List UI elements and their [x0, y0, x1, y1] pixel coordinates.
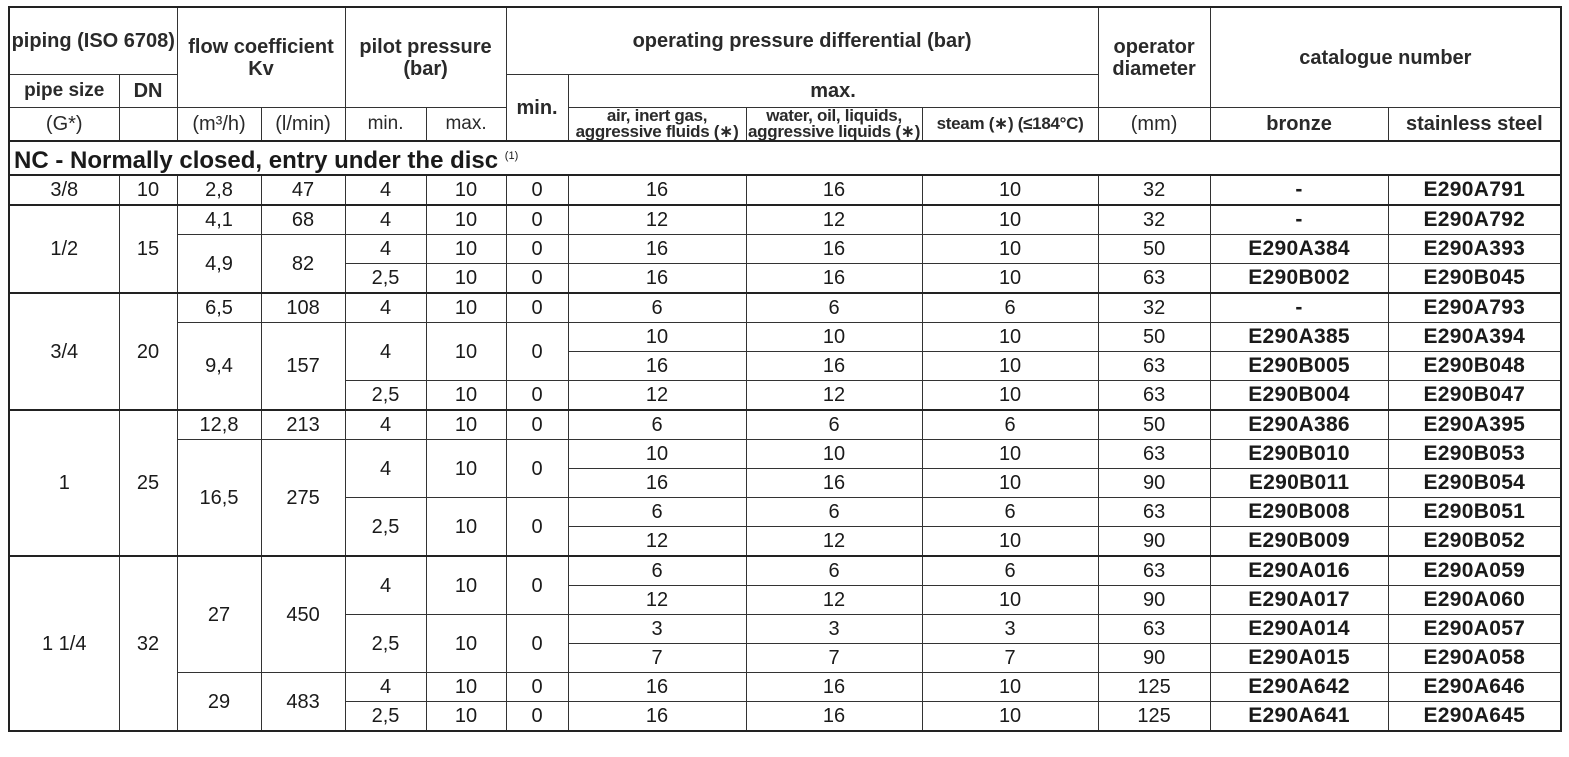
valve-specification-table	[8, 6, 1562, 732]
bronze-cell: E290A384	[1210, 235, 1388, 264]
opd-water-cell: 16	[746, 264, 922, 294]
header-piping: piping (ISO 6708)	[9, 7, 177, 75]
opd-water-cell: 12	[746, 586, 922, 615]
operator-cell: 90	[1098, 527, 1210, 557]
opd-steam-cell: 10	[922, 469, 1098, 498]
header-opd-max: max.	[568, 75, 1098, 108]
bronze-cell: -	[1210, 175, 1388, 205]
opd-water-cell: 16	[746, 469, 922, 498]
bronze-cell: -	[1210, 205, 1388, 235]
opd-min-cell: 0	[506, 323, 568, 381]
opd-min-cell: 0	[506, 235, 568, 264]
operator-cell: 50	[1098, 410, 1210, 440]
table-row	[9, 175, 1561, 205]
operator-cell: 90	[1098, 644, 1210, 673]
operator-cell: 63	[1098, 615, 1210, 644]
opd-air-cell: 6	[568, 498, 746, 527]
kv-cell: 16,5	[177, 440, 261, 557]
kv-cell: 2,8	[177, 175, 261, 205]
opd-water-cell: 12	[746, 381, 922, 411]
opd-air-cell: 7	[568, 644, 746, 673]
pilot-min-cell: 4	[345, 673, 426, 702]
operator-cell: 63	[1098, 381, 1210, 411]
dn-cell: 20	[119, 293, 177, 410]
pilot-min-cell: 4	[345, 293, 426, 323]
section-row	[9, 141, 1561, 175]
pipe-size-cell: 1/2	[9, 205, 119, 293]
dn-cell: 15	[119, 205, 177, 293]
header-bronze: bronze	[1210, 108, 1388, 142]
opd-steam-cell: 10	[922, 235, 1098, 264]
opd-air-cell: 16	[568, 352, 746, 381]
pilot-min-cell: 2,5	[345, 702, 426, 732]
opd-min-cell: 0	[506, 556, 568, 615]
opd-min-cell: 0	[506, 264, 568, 294]
bronze-cell: E290A016	[1210, 556, 1388, 586]
opd-min-cell: 0	[506, 498, 568, 557]
opd-air-cell: 12	[568, 205, 746, 235]
operator-cell: 32	[1098, 175, 1210, 205]
section-label: NC - Normally closed, entry under the disc	[14, 146, 499, 174]
bronze-cell: E290A642	[1210, 673, 1388, 702]
table-row	[9, 205, 1561, 235]
lmin-cell: 68	[261, 205, 345, 235]
opd-min-cell: 0	[506, 673, 568, 702]
unit-pipe-size: (G*)	[9, 108, 119, 142]
pilot-min-cell: 4	[345, 175, 426, 205]
pilot-max-cell: 10	[426, 498, 506, 557]
operator-cell: 125	[1098, 673, 1210, 702]
opd-water-cell: 16	[746, 235, 922, 264]
kv-cell: 6,5	[177, 293, 261, 323]
bronze-cell: E290A386	[1210, 410, 1388, 440]
opd-min-cell: 0	[506, 205, 568, 235]
pipe-size-cell: 1 1/4	[9, 556, 119, 731]
table-row	[9, 293, 1561, 323]
opd-water-cell: 6	[746, 293, 922, 323]
operator-cell: 90	[1098, 586, 1210, 615]
stainless-cell: E290A791	[1388, 175, 1561, 205]
stainless-cell: E290A393	[1388, 235, 1561, 264]
operator-cell: 50	[1098, 323, 1210, 352]
opd-min-cell: 0	[506, 615, 568, 673]
pipe-size-cell: 3/4	[9, 293, 119, 410]
bronze-cell: E290B011	[1210, 469, 1388, 498]
opd-steam-cell: 10	[922, 586, 1098, 615]
pilot-max-cell: 10	[426, 702, 506, 732]
table-row	[9, 673, 1561, 702]
header-air-inert-gas: air, inert gas, aggressive fluids (∗)	[568, 108, 746, 142]
pilot-max-cell: 10	[426, 175, 506, 205]
unit-operator-mm: (mm)	[1098, 108, 1210, 142]
bronze-cell: E290B008	[1210, 498, 1388, 527]
operator-cell: 50	[1098, 235, 1210, 264]
opd-air-cell: 16	[568, 264, 746, 294]
opd-min-cell: 0	[506, 381, 568, 411]
opd-air-cell: 16	[568, 235, 746, 264]
header-pipe-size: pipe size	[9, 75, 119, 108]
opd-steam-cell: 3	[922, 615, 1098, 644]
opd-steam-cell: 10	[922, 381, 1098, 411]
opd-air-cell: 6	[568, 410, 746, 440]
lmin-cell: 450	[261, 556, 345, 673]
pilot-max-cell: 10	[426, 615, 506, 673]
opd-steam-cell: 6	[922, 410, 1098, 440]
table-row	[9, 440, 1561, 469]
opd-steam-cell: 10	[922, 673, 1098, 702]
header-stainless-steel: stainless steel	[1388, 108, 1561, 142]
opd-steam-cell: 10	[922, 205, 1098, 235]
table-row	[9, 556, 1561, 586]
section-note: (1)	[504, 149, 519, 162]
opd-water-cell: 7	[746, 644, 922, 673]
lmin-cell: 47	[261, 175, 345, 205]
bronze-cell: E290B004	[1210, 381, 1388, 411]
opd-air-cell: 12	[568, 527, 746, 557]
unit-pilot-min: min.	[345, 108, 426, 142]
opd-air-cell: 10	[568, 440, 746, 469]
lmin-cell: 483	[261, 673, 345, 732]
opd-min-cell: 0	[506, 293, 568, 323]
opd-air-cell: 16	[568, 673, 746, 702]
operator-cell: 32	[1098, 205, 1210, 235]
opd-min-cell: 0	[506, 702, 568, 732]
pilot-max-cell: 10	[426, 323, 506, 381]
pilot-max-cell: 10	[426, 673, 506, 702]
operator-cell: 63	[1098, 556, 1210, 586]
pilot-min-cell: 4	[345, 235, 426, 264]
operator-cell: 63	[1098, 440, 1210, 469]
opd-steam-cell: 6	[922, 293, 1098, 323]
opd-air-cell: 6	[568, 293, 746, 323]
pilot-max-cell: 10	[426, 293, 506, 323]
bronze-cell: E290B005	[1210, 352, 1388, 381]
bronze-cell: E290A014	[1210, 615, 1388, 644]
opd-air-cell: 6	[568, 556, 746, 586]
stainless-cell: E290B047	[1388, 381, 1561, 411]
pilot-max-cell: 10	[426, 381, 506, 411]
header-flow-coefficient: flow coefficient Kv	[177, 7, 345, 108]
table-body	[9, 141, 1561, 731]
lmin-cell: 213	[261, 410, 345, 440]
opd-air-cell: 10	[568, 323, 746, 352]
operator-cell: 90	[1098, 469, 1210, 498]
pilot-max-cell: 10	[426, 440, 506, 498]
opd-water-cell: 10	[746, 440, 922, 469]
opd-water-cell: 12	[746, 205, 922, 235]
opd-air-cell: 16	[568, 702, 746, 732]
pilot-min-cell: 4	[345, 205, 426, 235]
header-operator-diameter: operator diameter	[1098, 7, 1210, 108]
opd-steam-cell: 10	[922, 440, 1098, 469]
opd-air-cell: 16	[568, 469, 746, 498]
opd-air-cell: 12	[568, 381, 746, 411]
dn-cell: 25	[119, 410, 177, 556]
opd-steam-cell: 10	[922, 323, 1098, 352]
kv-cell: 27	[177, 556, 261, 673]
opd-water-cell: 16	[746, 673, 922, 702]
opd-steam-cell: 6	[922, 498, 1098, 527]
opd-water-cell: 6	[746, 498, 922, 527]
stainless-cell: E290A394	[1388, 323, 1561, 352]
stainless-cell: E290B054	[1388, 469, 1561, 498]
opd-steam-cell: 10	[922, 702, 1098, 732]
table-row	[9, 410, 1561, 440]
kv-cell: 4,1	[177, 205, 261, 235]
bronze-cell: -	[1210, 293, 1388, 323]
opd-min-cell: 0	[506, 175, 568, 205]
opd-water-cell: 3	[746, 615, 922, 644]
operator-cell: 63	[1098, 352, 1210, 381]
pilot-min-cell: 2,5	[345, 264, 426, 294]
table-header	[9, 7, 1561, 141]
header-pilot-pressure: pilot pressure (bar)	[345, 7, 506, 108]
pilot-max-cell: 10	[426, 205, 506, 235]
opd-steam-cell: 10	[922, 352, 1098, 381]
bronze-cell: E290A017	[1210, 586, 1388, 615]
opd-water-cell: 16	[746, 352, 922, 381]
header-steam: steam (∗) (≤184°C)	[922, 108, 1098, 142]
opd-air-cell: 3	[568, 615, 746, 644]
dn-cell: 32	[119, 556, 177, 731]
pilot-max-cell: 10	[426, 235, 506, 264]
lmin-cell: 275	[261, 440, 345, 557]
stainless-cell: E290B052	[1388, 527, 1561, 557]
unit-lmin: (l/min)	[261, 108, 345, 142]
opd-water-cell: 12	[746, 527, 922, 557]
stainless-cell: E290A059	[1388, 556, 1561, 586]
opd-air-cell: 12	[568, 586, 746, 615]
bronze-cell: E290A015	[1210, 644, 1388, 673]
stainless-cell: E290A057	[1388, 615, 1561, 644]
pipe-size-cell: 1	[9, 410, 119, 556]
opd-water-cell: 6	[746, 410, 922, 440]
pilot-min-cell: 4	[345, 556, 426, 615]
pilot-max-cell: 10	[426, 410, 506, 440]
bronze-cell: E290B009	[1210, 527, 1388, 557]
opd-steam-cell: 10	[922, 175, 1098, 205]
opd-steam-cell: 7	[922, 644, 1098, 673]
stainless-cell: E290A646	[1388, 673, 1561, 702]
table-row	[9, 323, 1561, 352]
stainless-cell: E290B045	[1388, 264, 1561, 294]
pilot-min-cell: 2,5	[345, 498, 426, 557]
pilot-min-cell: 2,5	[345, 381, 426, 411]
unit-dn-empty	[119, 108, 177, 142]
unit-m3h: (m³/h)	[177, 108, 261, 142]
header-operating-pressure-differential: operating pressure differential (bar)	[506, 7, 1098, 75]
stainless-cell: E290A395	[1388, 410, 1561, 440]
opd-steam-cell: 10	[922, 264, 1098, 294]
bronze-cell: E290A641	[1210, 702, 1388, 732]
opd-steam-cell: 10	[922, 527, 1098, 557]
opd-water-cell: 10	[746, 323, 922, 352]
opd-min-cell: 0	[506, 410, 568, 440]
opd-water-cell: 16	[746, 175, 922, 205]
pilot-max-cell: 10	[426, 264, 506, 294]
bronze-cell: E290B002	[1210, 264, 1388, 294]
pilot-min-cell: 4	[345, 440, 426, 498]
stainless-cell: E290A793	[1388, 293, 1561, 323]
stainless-cell: E290B051	[1388, 498, 1561, 527]
operator-cell: 125	[1098, 702, 1210, 732]
operator-cell: 63	[1098, 264, 1210, 294]
stainless-cell: E290A058	[1388, 644, 1561, 673]
stainless-cell: E290A060	[1388, 586, 1561, 615]
valve-specification-sheet	[8, 6, 1560, 732]
bronze-cell: E290A385	[1210, 323, 1388, 352]
kv-cell: 9,4	[177, 323, 261, 411]
operator-cell: 63	[1098, 498, 1210, 527]
operator-cell: 32	[1098, 293, 1210, 323]
lmin-cell: 157	[261, 323, 345, 411]
header-opd-min: min.	[506, 75, 568, 142]
opd-steam-cell: 6	[922, 556, 1098, 586]
bronze-cell: E290B010	[1210, 440, 1388, 469]
opd-water-cell: 16	[746, 702, 922, 732]
table-row	[9, 235, 1561, 264]
opd-min-cell: 0	[506, 440, 568, 498]
pilot-min-cell: 4	[345, 323, 426, 381]
pipe-size-cell: 3/8	[9, 175, 119, 205]
lmin-cell: 108	[261, 293, 345, 323]
header-catalogue-number: catalogue number	[1210, 7, 1561, 108]
header-dn: DN	[119, 75, 177, 108]
unit-pilot-max: max.	[426, 108, 506, 142]
kv-cell: 12,8	[177, 410, 261, 440]
kv-cell: 29	[177, 673, 261, 732]
pilot-min-cell: 4	[345, 410, 426, 440]
stainless-cell: E290A645	[1388, 702, 1561, 732]
kv-cell: 4,9	[177, 235, 261, 294]
stainless-cell: E290B053	[1388, 440, 1561, 469]
dn-cell: 10	[119, 175, 177, 205]
opd-air-cell: 16	[568, 175, 746, 205]
pilot-max-cell: 10	[426, 556, 506, 615]
section-title	[9, 141, 1561, 175]
stainless-cell: E290A792	[1388, 205, 1561, 235]
stainless-cell: E290B048	[1388, 352, 1561, 381]
pilot-min-cell: 2,5	[345, 615, 426, 673]
opd-water-cell: 6	[746, 556, 922, 586]
header-water-oil-liquids: water, oil, liquids, aggressive liquids (∗)	[748, 107, 921, 141]
lmin-cell: 82	[261, 235, 345, 294]
